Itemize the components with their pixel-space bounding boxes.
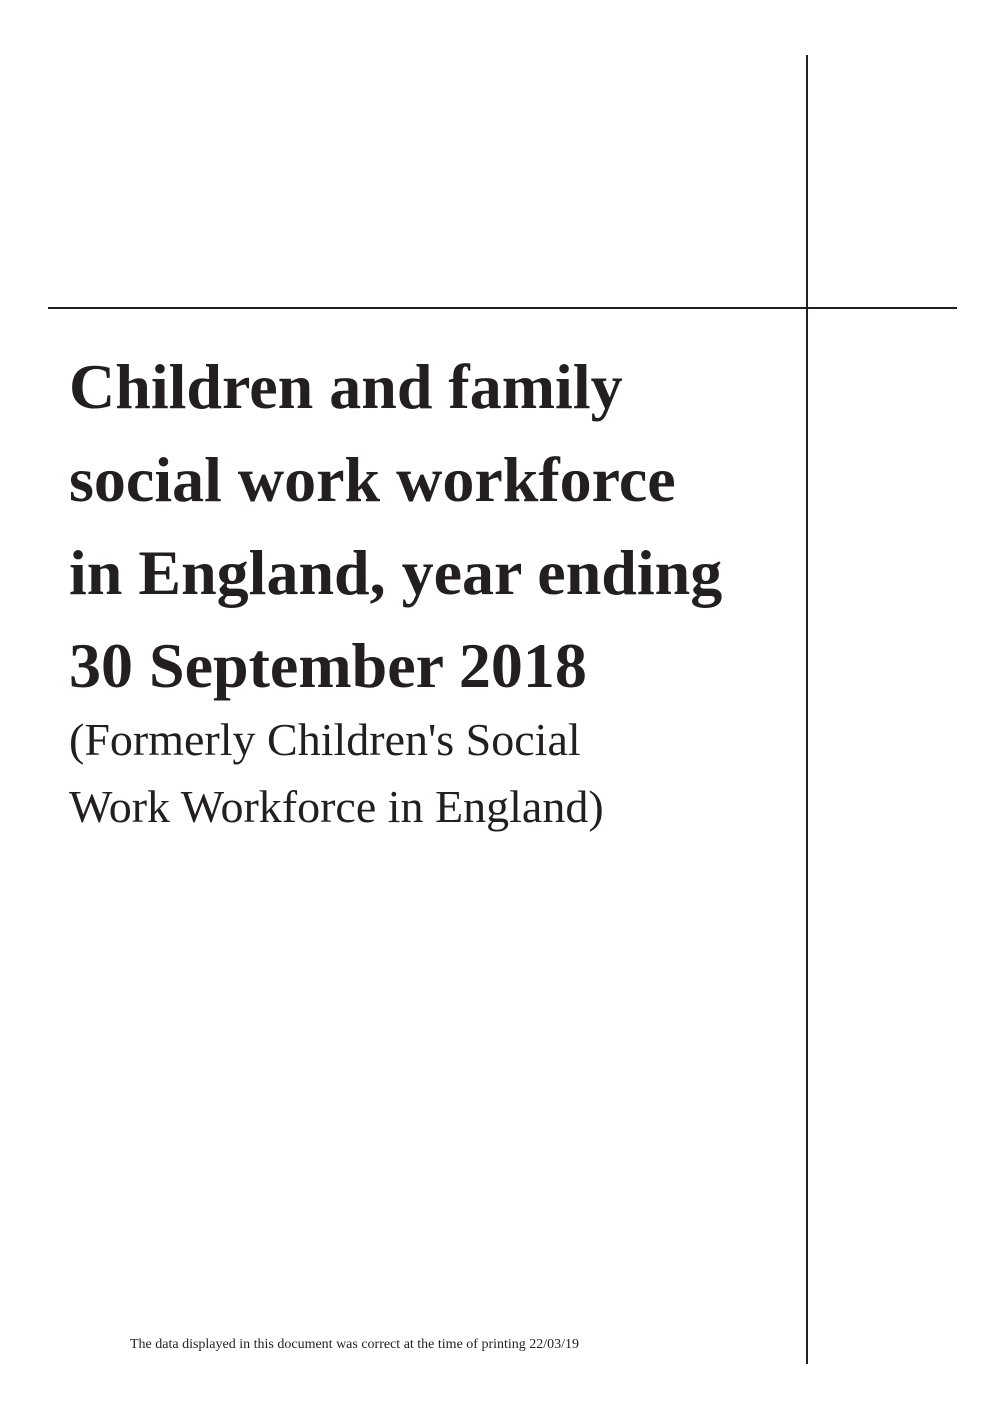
title-line-4: 30 September 2018 (69, 630, 587, 701)
vertical-rule (806, 55, 808, 1364)
horizontal-rule (48, 307, 957, 309)
subtitle-line-1: (Formerly Children's Social (69, 714, 581, 765)
document-title (69, 340, 799, 712)
printing-footnote: The data displayed in this document was correct at the time of printing 22/03/19 (130, 1337, 580, 1352)
document-subtitle (69, 706, 799, 840)
title-line-3: in England, year ending (69, 537, 723, 608)
title-line-1: Children and family (69, 351, 623, 422)
title-line-2: social work workforce (69, 444, 676, 515)
subtitle-line-2: Work Workforce in England) (69, 781, 604, 832)
